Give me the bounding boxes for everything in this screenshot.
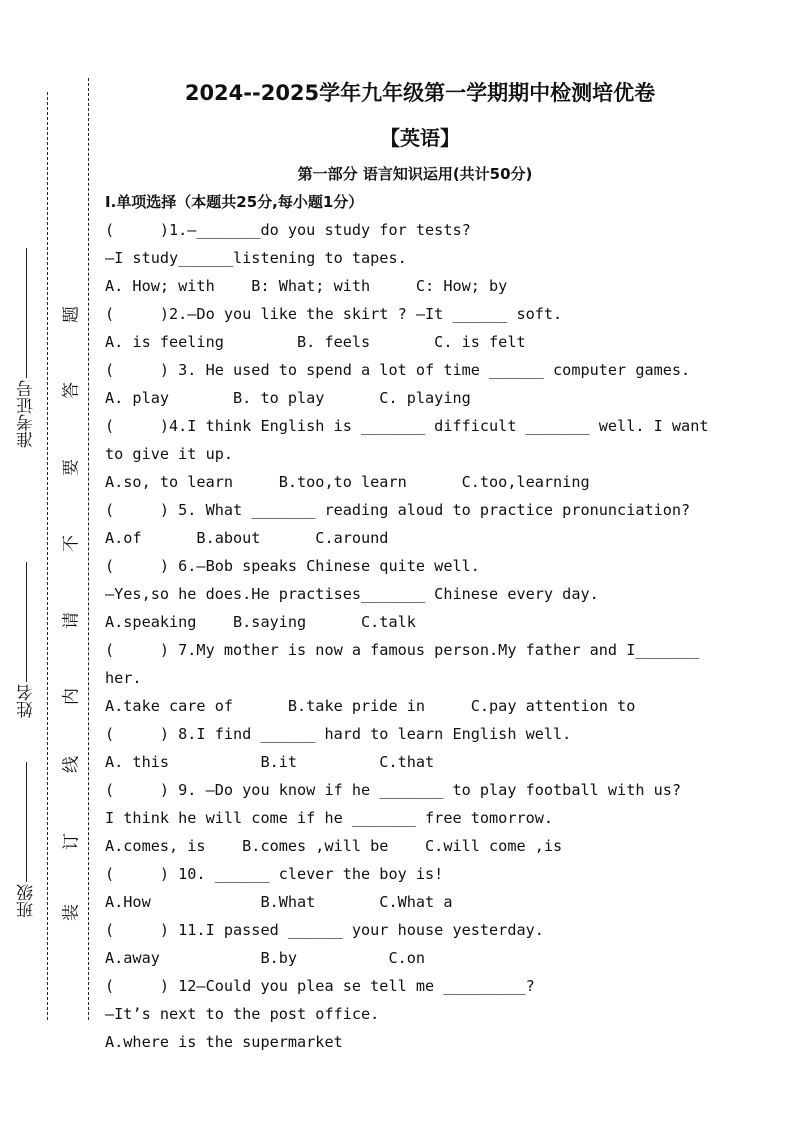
question-line: ( )4.I think English is _______ difficult _______ well. I want (105, 417, 709, 435)
binding-dash-line-left (47, 92, 48, 1020)
exam-number-field[interactable] (16, 248, 38, 448)
question-line: ( ) 8.I find ______ hard to learn English well. (105, 725, 572, 743)
question-line: ( ) 12—Could you plea se tell me _________? (105, 977, 535, 995)
seal-char: 请 (61, 612, 82, 629)
question-line: her. (105, 669, 142, 687)
subject-title: 【英语】 (380, 126, 460, 150)
question-line: ( ) 5. What _______ reading aloud to practice pronunciation? (105, 501, 691, 519)
question-line: to give it up. (105, 445, 234, 463)
question-line: ( ) 10. ______ clever the boy is! (105, 865, 444, 883)
question-line: A.away B.by C.on (105, 949, 426, 967)
question-line: ( ) 7.My mother is now a famous person.My father and I_______ (105, 641, 700, 659)
question-line: A. is feeling B. feels C. is felt (105, 333, 526, 351)
seal-char: 不 (61, 535, 82, 552)
question-line: A.where is the supermarket (105, 1033, 343, 1051)
seal-char: 答 (61, 382, 82, 399)
question-line: A. How; with B: What; with C: How; by (105, 277, 508, 295)
question-line: A. this B.it C.that (105, 753, 435, 771)
question-line: —Yes,so he does.He practises_______ Chinese every day. (105, 585, 599, 603)
question-line: ( ) 3. He used to spend a lot of time ______ computer games. (105, 361, 691, 379)
question-line: A.speaking B.saying C.talk (105, 613, 416, 631)
question-line: I think he will come if he _______ free tomorrow. (105, 809, 554, 827)
section-heading: Ⅰ.单项选择（本题共25分,每小题1分） (105, 193, 364, 211)
part-heading: 第一部分 语言知识运用(共计50分) (297, 165, 533, 183)
seal-char: 要 (61, 459, 82, 476)
name-field[interactable] (16, 562, 38, 718)
seal-char: 题 (61, 306, 82, 323)
question-line: A.take care of B.take pride in C.pay attention to (105, 697, 636, 715)
question-line: ( )1.—_______do you study for tests? (105, 221, 471, 239)
seal-char: 内 (61, 688, 82, 705)
class-field[interactable] (16, 762, 38, 918)
binding-dash-line-right (88, 78, 89, 1020)
question-line: A.comes, is B.comes ,will be C.will come ,is (105, 837, 563, 855)
seal-char: 线 (61, 756, 82, 773)
question-line: ( ) 9. —Do you know if he _______ to play football with us? (105, 781, 682, 799)
question-line: —I study______listening to tapes. (105, 249, 407, 267)
page-title: 2024--2025学年九年级第一学期期中检测培优卷 (184, 81, 656, 105)
question-line: A. play B. to play C. playing (105, 389, 471, 407)
question-line: ( )2.—Do you like the skirt ? —It ______ soft. (105, 305, 563, 323)
question-line: ( ) 11.I passed ______ your house yesterday. (105, 921, 544, 939)
seal-char: 装 (61, 904, 82, 921)
question-line: A.How B.What C.What a (105, 893, 453, 911)
exam-number-label: 准考证号 (17, 380, 37, 448)
question-line: A.of B.about C.around (105, 529, 389, 547)
question-line: ( ) 6.—Bob speaks Chinese quite well. (105, 557, 480, 575)
exam-paper (105, 76, 709, 1056)
question-line: —It’s next to the post office. (105, 1005, 380, 1023)
name-label: 姓名 (17, 684, 37, 718)
question-list (105, 216, 709, 1056)
question-line: A.so, to learn B.too,to learn C.too,learning (105, 473, 590, 491)
class-label: 班级 (17, 884, 37, 918)
binding-margin (0, 0, 100, 1122)
seal-char: 订 (61, 833, 82, 850)
